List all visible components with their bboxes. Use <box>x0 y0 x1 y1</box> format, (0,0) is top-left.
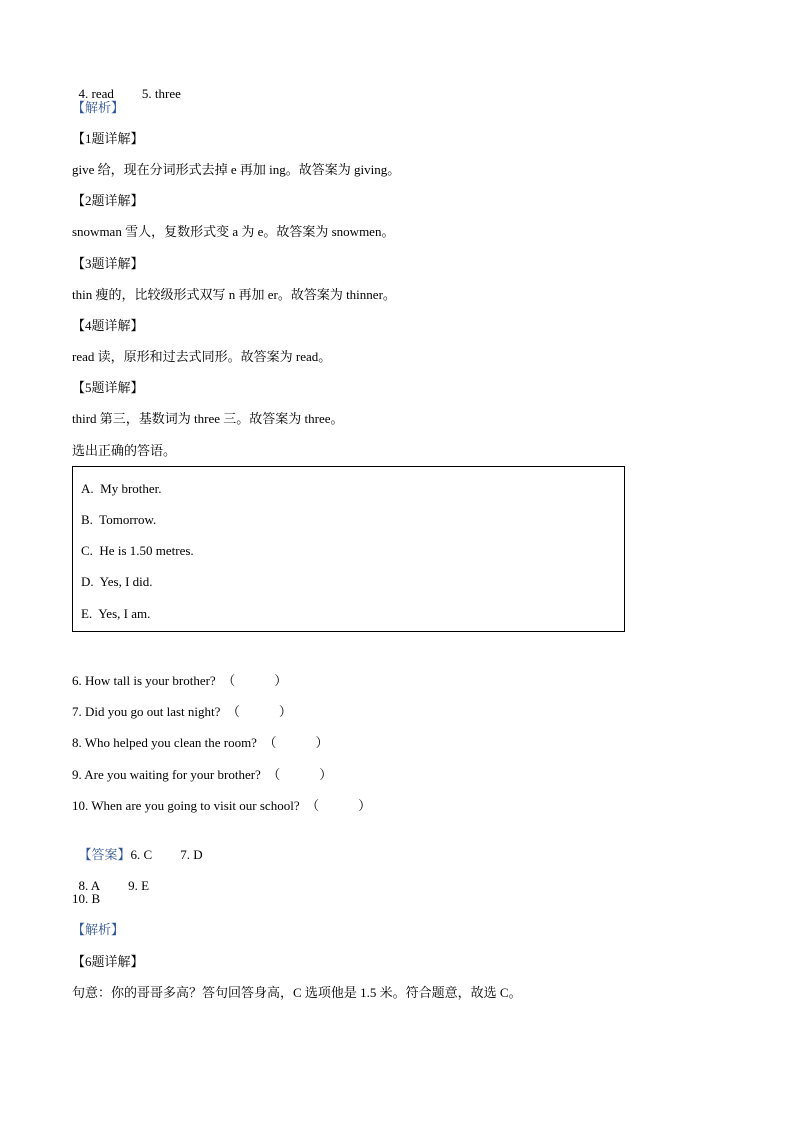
analysis-heading-2: 【解析】 <box>72 922 125 937</box>
question-7: 7. Did you go out last night? （ ） <box>72 704 292 719</box>
detail-6-text: 句意：你的哥哥多高？答句回答身高，C 选项他是 1.5 米。符合题意，故选 C。 <box>72 985 522 1000</box>
question-6: 6. How tall is your brother? （ ） <box>72 673 288 688</box>
detail-4-text: read 读，原形和过去式同形。故答案为 read。 <box>72 349 332 364</box>
option-a: A. My brother. <box>81 481 162 496</box>
detail-5-title: 【5题详解】 <box>72 380 144 395</box>
option-c: C. He is 1.50 metres. <box>81 543 194 558</box>
question-10: 10. When are you going to visit our school? （ ） <box>72 798 372 813</box>
answer-5: 5. three <box>141 86 181 101</box>
detail-5-text: third 第三，基数词为 three 三。故答案为 three。 <box>72 411 344 426</box>
analysis-heading: 【解析】 <box>72 100 125 115</box>
answer-heading: 【答案】 <box>78 847 131 862</box>
option-d: D. Yes, I did. <box>81 574 153 589</box>
answer-10: 10. B <box>72 891 101 906</box>
detail-4-title: 【4题详解】 <box>72 318 144 333</box>
option-b: B. Tomorrow. <box>81 512 157 527</box>
section-instruction: 选出正确的答语。 <box>72 443 177 458</box>
answer-8: 8. A <box>78 878 101 893</box>
option-e: E. Yes, I am. <box>81 606 151 621</box>
detail-3-text: thin 瘦的，比较级形式双写 n 再加 er。故答案为 thinner。 <box>72 287 396 302</box>
answer-6: 6. C <box>130 847 153 862</box>
options-box <box>72 466 625 632</box>
answer-9: 9. E <box>128 878 150 893</box>
answer-7: 7. D <box>180 847 203 862</box>
detail-1-title: 【1题详解】 <box>72 131 144 146</box>
detail-6-title: 【6题详解】 <box>72 954 144 969</box>
answer-line-4-5 <box>72 67 181 103</box>
detail-1-text: give 给，现在分词形式去掉 e 再加 ing。故答案为 giving。 <box>72 162 401 177</box>
answer-4: 4. read <box>78 86 114 101</box>
detail-2-title: 【2题详解】 <box>72 193 144 208</box>
question-8: 8. Who helped you clean the room? （ ） <box>72 735 329 750</box>
detail-3-title: 【3题详解】 <box>72 256 144 271</box>
question-9: 9. Are you waiting for your brother? （ ） <box>72 767 333 782</box>
detail-2-text: snowman 雪人，复数形式变 a 为 e。故答案为 snowmen。 <box>72 224 395 239</box>
